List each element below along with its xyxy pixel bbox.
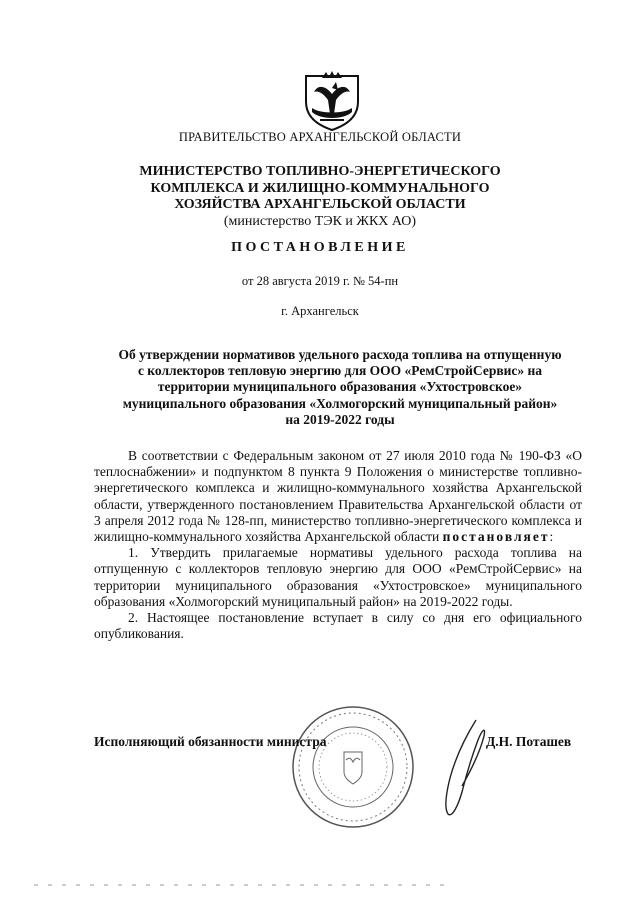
preamble-text: В соответствии с Федеральным законом от 27 июля 2010 года № 190-ФЗ «О теплоснабжении» и подпунктом 8 пункта 9 Положения о министерстве топливно-энергетического комплекса и жилищно-коммунального хозяйства Архангельской области, утвержденного постановлением Правительства Архангельской области от 3 апреля 2012 года № 128-пп, министерство топливно-энергетического комплекса и жилищно-коммунального хозяйства Архангельской области	[94, 448, 582, 545]
preamble-paragraph: В соответствии с Федеральным законом от 27 июля 2010 года № 190-ФЗ «О теплоснабжении» и подпунктом 8 пункта 9 Положения о министерстве топливно-энергетического комплекса и жилищно-коммунального хозяйства Архангельской области, утвержденного постановлением Правительства Архангельской области от 3 апреля 2012 года № 128-пп, министерство топливно-энергетического комплекса и жилищно-коммунального хозяйства Архангельской области постановляет:	[94, 448, 582, 545]
signatory-position: Исполняющий обязанности министра	[94, 734, 327, 749]
ministry-name-line: КОМПЛЕКСА И ЖИЛИЩНО-КОММУНАЛЬНОГО	[150, 180, 490, 196]
ministry-name-line: МИНИСТЕРСТВО ТОПЛИВНО-ЭНЕРГЕТИЧЕСКОГО	[139, 164, 501, 179]
decree-item-2: 2. Настоящее постановление вступает в силу со дня его официального опубликования.	[94, 610, 582, 642]
signatory-name: Д.Н. Поташев	[486, 734, 572, 749]
ministry-abbreviation: (министерство ТЭК и ЖКХ АО)	[223, 213, 417, 229]
coat-of-arms-emblem	[300, 68, 364, 132]
title-line: на 2019-2022 годы	[285, 411, 395, 427]
title-line: муниципального образования «Холмогорский муниципальный район»	[122, 395, 558, 411]
document-city: г. Архангельск	[281, 304, 359, 318]
document-body	[94, 448, 582, 642]
document-date-number: от 28 августа 2019 г. № 54-пн	[241, 274, 399, 288]
official-seal-stamp	[288, 702, 418, 832]
title-line: Об утверждении нормативов удельного расхода топлива на отпущенную	[118, 347, 562, 362]
scan-artifact-line	[34, 884, 454, 886]
title-line: территории муниципального образования «Ухтостровское»	[157, 379, 523, 395]
handwritten-signature	[436, 716, 492, 820]
document-type: ПОСТАНОВЛЕНИЕ	[231, 240, 409, 255]
title-line: с коллекторов тепловую энергию для ООО «РемСтройСервис» на	[137, 363, 543, 379]
government-name: ПРАВИТЕЛЬСТВО АРХАНГЕЛЬСКОЙ ОБЛАСТИ	[178, 130, 462, 144]
decree-word: постановляет	[442, 529, 550, 545]
ministry-name-line: ХОЗЯЙСТВА АРХАНГЕЛЬСКОЙ ОБЛАСТИ	[174, 197, 466, 212]
ministry-name	[0, 164, 640, 230]
decree-item-1: 1. Утвердить прилагаемые нормативы удельного расхода топлива на отпущенную с коллекторов тепловую энергию для ООО «РемСтройСервис» на территории муниципального образования «Ухтостровское» муниципального образования «Холмогорский муниципальный район» на 2019-2022 годы.	[94, 545, 582, 609]
document-title	[80, 347, 600, 428]
